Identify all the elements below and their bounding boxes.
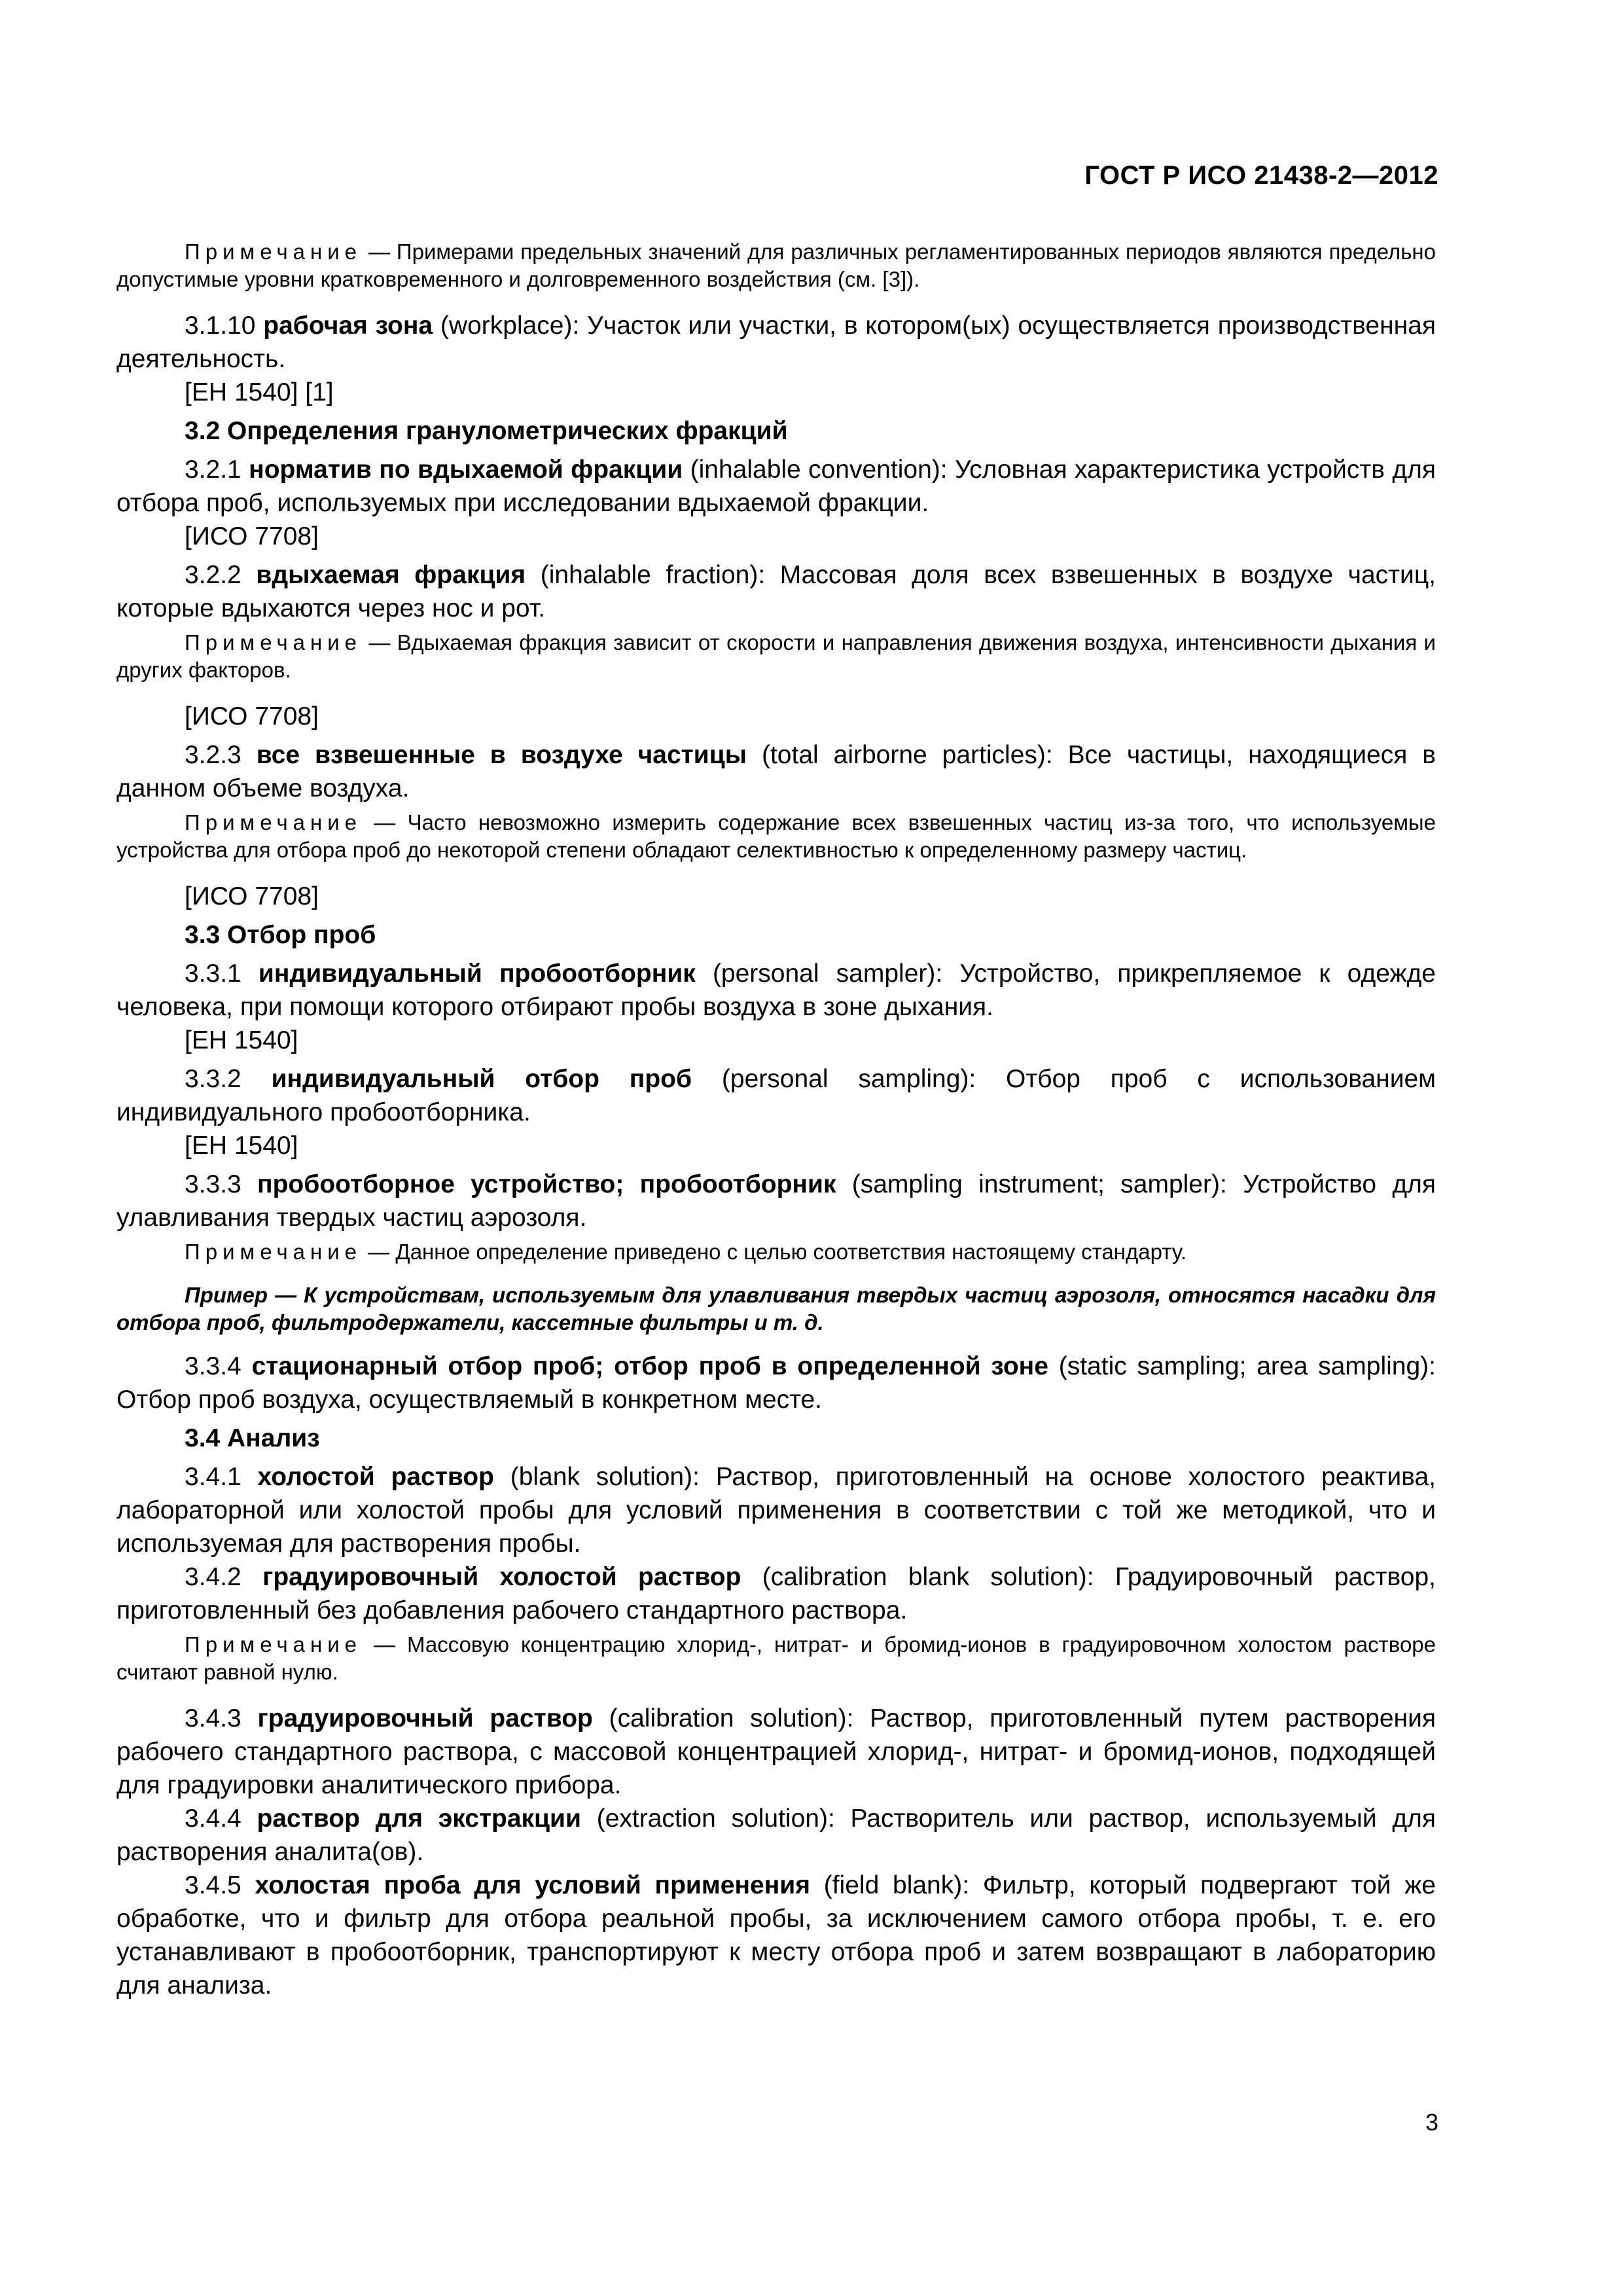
note — [116, 809, 1436, 864]
source-reference: [ЕН 1540] — [185, 1132, 298, 1160]
note-text: Часто невозможно измерить содержание всех взвешенных частиц из-за того, что используемые устройства для отбора проб до некоторой степени обладают селективностью к определенному размеру частиц. — [116, 810, 1436, 862]
term-text: (personal sampler): Устройство, прикрепляемое к одежде человека, при помощи которого отбирают пробы воздуха в зоне дыхания. — [116, 960, 1436, 1021]
section-heading: 3.2 Определения гранулометрических фракций — [185, 417, 788, 445]
term-number: 3.3.1 — [185, 960, 241, 988]
source-reference: [ИСО 7708] — [185, 882, 319, 910]
note — [116, 1238, 1436, 1266]
source-reference: [ЕН 1540] [1] — [185, 378, 334, 406]
note-label: Примечание — [185, 1632, 363, 1657]
term-definition — [116, 558, 1436, 625]
term-number: 3.2.3 — [185, 741, 241, 769]
term-text: (static sampling; area sampling): Отбор проб воздуха, осуществляемый в конкретном месте. — [116, 1352, 1436, 1414]
note-label: Примечание — [185, 810, 363, 834]
note-dash: — — [362, 630, 397, 655]
term-number: 3.2.2 — [185, 561, 241, 589]
term-name: рабочая зона — [263, 312, 433, 340]
term-definition — [116, 738, 1436, 805]
source-reference: [ЕН 1540] — [185, 1026, 298, 1054]
term-number: 3.4.1 — [185, 1463, 241, 1491]
note-label: Примечание — [185, 1240, 363, 1264]
note-text: Примерами предельных значений для различных регламентированных периодов являются предельно допустимые уровни кратковременного и долговременного воздействия (см. [3]). — [116, 240, 1436, 291]
note-text: Данное определение приведено с целью соответствия настоящему стандарту. — [395, 1240, 1187, 1264]
term-definition — [116, 957, 1436, 1024]
term-text: (inhalable convention): Условная характеристика устройств для отбора проб, используемых при исследовании вдыхаемой фракции. — [116, 456, 1436, 517]
term-definition — [116, 1560, 1436, 1627]
note-text: Вдыхаемая фракция зависит от скорости и направления движения воздуха, интенсивности дыхания и других факторов. — [116, 630, 1436, 682]
note-dash: — — [362, 1632, 407, 1657]
term-definition — [116, 1460, 1436, 1560]
term-name: все взвешенные в воздухе частицы — [256, 741, 747, 769]
note-dash: — — [362, 240, 397, 264]
term-name: раствор для экстракции — [257, 1804, 581, 1833]
term-text: (blank solution): Раствор, приготовленный на основе холостого реактива, лабораторной или холостой пробы для условий применения в соответствии с той же методикой, что и используемая для растворения пробы. — [116, 1463, 1436, 1558]
note — [116, 238, 1436, 293]
note-dash: — — [362, 810, 408, 834]
term-name: индивидуальный пробоотборник — [258, 960, 696, 988]
term-text: (calibration blank solution): Градуировочный раствор, приготовленный без добавления рабочего стандартного раствора. — [116, 1563, 1436, 1624]
source-reference: [ИСО 7708] — [185, 702, 319, 730]
term-number: 3.4.2 — [185, 1563, 241, 1591]
term-name: градуировочный раствор — [257, 1704, 593, 1732]
term-text: (inhalable fraction): Массовая доля всех взвешенных в воздухе частиц, которые вдыхаются через нос и рот. — [116, 561, 1436, 622]
example-text: Пример — К устройствам, используемым для улавливания твердых частиц аэрозоля, относятся насадки для отбора проб, фильтродержатели, кассетные фильтры и т. д. — [116, 1283, 1436, 1335]
term-definition — [116, 1062, 1436, 1129]
term-text: (extraction solution): Растворитель или раствор, используемый для растворения аналита(ов). — [116, 1804, 1436, 1866]
term-number: 3.4.5 — [185, 1871, 241, 1899]
term-name: пробоотборное устройство; пробоотборник — [257, 1170, 836, 1198]
term-definition — [116, 1869, 1436, 2002]
term-number: 3.3.2 — [185, 1065, 241, 1093]
term-text: (personal sampling): Отбор проб с использованием индивидуального пробоотборника. — [116, 1065, 1436, 1126]
term-number: 3.3.3 — [185, 1170, 241, 1198]
term-text: (field blank): Фильтр, который подвергают той же обработке, что и фильтр для отбора реальной пробы, за исключением самого отбора пробы, т. е. его устанавливают в пробоотборник, транспортируют к месту отбора проб и затем возвращают в лабораторию для анализа. — [116, 1871, 1436, 2000]
term-definition — [116, 1168, 1436, 1234]
term-definition — [116, 453, 1436, 520]
term-definition — [116, 309, 1436, 376]
term-number: 3.3.4 — [185, 1352, 241, 1380]
term-number: 3.1.10 — [185, 312, 256, 340]
term-definition — [116, 1802, 1436, 1869]
section-heading: 3.3 Отбор проб — [185, 921, 376, 949]
term-name: холостая проба для условий применения — [255, 1871, 810, 1899]
term-text: (total airborne particles): Все частицы, находящиеся в данном объеме воздуха. — [116, 741, 1436, 802]
note-text: Массовую концентрацию хлорид-, нитрат- и бромид-ионов в градуировочном холостом растворе считают равной нулю. — [116, 1632, 1436, 1684]
note-label: Примечание — [185, 630, 363, 655]
term-text: (workplace): Участок или участки, в котором(ых) осуществляется производственная деятельность. — [116, 312, 1436, 373]
document-body — [116, 234, 1436, 2002]
term-number: 3.4.3 — [185, 1704, 241, 1732]
page-number: 3 — [1425, 2109, 1438, 2136]
term-definition — [116, 1702, 1436, 1802]
term-text: (sampling instrument; sampler): Устройство для улавливания твердых частиц аэрозоля. — [116, 1170, 1436, 1232]
note-label: Примечание — [185, 240, 363, 264]
term-number: 3.4.4 — [185, 1804, 241, 1833]
term-text: (calibration solution): Раствор, приготовленный путем растворения рабочего стандартного раствора, с массовой концентрацией хлорид-, нитрат- и бромид-ионов, подходящей для градуировки аналитического прибора. — [116, 1704, 1436, 1799]
section-heading: 3.4 Анализ — [185, 1424, 320, 1452]
note-dash: — — [362, 1240, 396, 1264]
note — [116, 1631, 1436, 1686]
term-name: вдыхаемая фракция — [256, 561, 526, 589]
term-name: норматив по вдыхаемой фракции — [249, 456, 683, 484]
term-name: индивидуальный отбор проб — [271, 1065, 692, 1093]
term-name: холостой раствор — [257, 1463, 494, 1491]
term-name: стационарный отбор проб; отбор проб в определенной зоне — [251, 1352, 1048, 1380]
source-reference: [ИСО 7708] — [185, 522, 319, 550]
term-definition — [116, 1350, 1436, 1416]
term-name: градуировочный холостой раствор — [262, 1563, 741, 1591]
term-number: 3.2.1 — [185, 456, 241, 484]
document-id-header: ГОСТ Р ИСО 21438-2—2012 — [1084, 161, 1438, 190]
note — [116, 629, 1436, 684]
